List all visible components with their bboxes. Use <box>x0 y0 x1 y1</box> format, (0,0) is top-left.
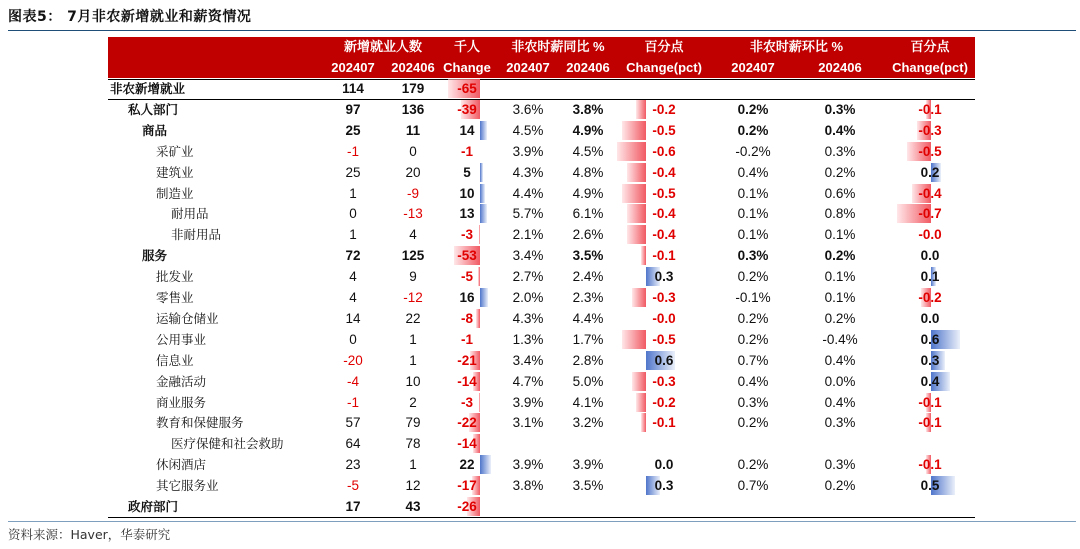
mom-202406: 0.2% <box>824 310 856 326</box>
yoy-202407: 2.7% <box>512 269 544 285</box>
emp-202406: -13 <box>403 206 423 222</box>
emp-change: -53 <box>457 248 477 264</box>
table-row <box>0 141 1080 162</box>
header-col-7: 202406 <box>818 60 862 75</box>
yoy-202406: 1.7% <box>572 331 604 347</box>
yoy-change: -0.4 <box>652 164 676 180</box>
row-label: 公用事业 <box>156 331 207 347</box>
emp-202406: 12 <box>405 478 421 494</box>
row-label: 教育和保健服务 <box>156 415 244 431</box>
yoy-202406: 4.1% <box>572 394 604 410</box>
mom-202406: 0.3% <box>824 101 856 117</box>
emp-change: -22 <box>457 415 477 431</box>
yoy-202406: 2.3% <box>572 290 604 305</box>
row-label: 其它服务业 <box>156 478 219 494</box>
yoy-202406: 2.6% <box>572 227 604 243</box>
mom-change: 0.5 <box>920 478 940 494</box>
table-row <box>0 433 1080 454</box>
mom-change: 0.2 <box>920 164 940 180</box>
emp-202407: 25 <box>345 164 361 180</box>
table-row <box>0 120 1080 141</box>
table-row <box>0 392 1080 413</box>
yoy-change: -0.5 <box>652 185 676 201</box>
mom-change: 0.4 <box>920 373 940 389</box>
mom-202407: 0.4% <box>737 373 769 389</box>
yoy-202407: 3.4% <box>512 248 544 264</box>
emp-202407: 97 <box>345 101 361 117</box>
table-row <box>0 350 1080 371</box>
yoy-202407: 3.8% <box>512 478 544 494</box>
mom-202406: 0.1% <box>824 290 856 305</box>
table-row <box>0 224 1080 245</box>
emp-202406: 10 <box>405 373 421 389</box>
mom-202407: 0.2% <box>737 457 769 473</box>
header-col-3: 202407 <box>506 60 550 75</box>
mom-202407: 0.2% <box>737 122 769 138</box>
mom-change: -0.1 <box>918 394 942 410</box>
mom-202406: 0.8% <box>824 206 856 222</box>
chart-title: 图表5： 7月非农新增就业和薪资情况 <box>8 9 252 25</box>
yoy-202407: 3.9% <box>512 394 544 410</box>
source-note: 资料来源：Haver，华泰研究 <box>8 527 171 542</box>
emp-202407: -1 <box>346 143 359 159</box>
mom-change: -0.1 <box>918 457 942 473</box>
table-row <box>0 371 1080 392</box>
yoy-change: -0.1 <box>652 415 676 431</box>
emp-202407: -4 <box>346 373 359 389</box>
mom-change: -0.0 <box>918 227 942 243</box>
mom-202407: 0.3% <box>737 394 769 410</box>
yoy-change: 0.0 <box>654 457 674 473</box>
yoy-change: -0.6 <box>652 143 676 159</box>
row-label: 金融活动 <box>156 373 207 389</box>
emp-202407: 1 <box>349 185 357 201</box>
mom-202407: 0.7% <box>737 352 769 368</box>
header-group-g_yoy: 非农时薪同比 % <box>511 39 605 54</box>
emp-202406: 22 <box>405 310 421 326</box>
mom-202407: 0.2% <box>737 269 769 285</box>
yoy-202407: 4.7% <box>512 373 544 389</box>
table-row <box>0 287 1080 308</box>
mom-202406: 0.1% <box>824 269 856 285</box>
row-label: 批发业 <box>156 269 194 285</box>
yoy-change: 0.6 <box>654 352 674 368</box>
mom-202406: -0.4% <box>822 331 858 347</box>
row-label: 服务 <box>142 248 168 264</box>
emp-202406: 1 <box>409 352 417 368</box>
header-group-g_chg1: 千人 <box>453 39 480 54</box>
yoy-202407: 4.3% <box>512 164 544 180</box>
emp-202406: 9 <box>409 269 417 285</box>
emp-change: -8 <box>460 310 473 326</box>
yoy-202407: 1.3% <box>512 331 544 347</box>
table-bottom-rule <box>108 517 975 518</box>
header-group-g_mom: 非农时薪环比 % <box>749 39 844 54</box>
emp-change: -21 <box>457 352 477 368</box>
yoy-202406: 2.8% <box>572 352 604 368</box>
mom-202407: 0.2% <box>737 310 769 326</box>
row-label: 零售业 <box>156 290 194 305</box>
mom-202406: 0.3% <box>824 415 856 431</box>
header-col-0: 202407 <box>331 60 375 75</box>
yoy-change: -0.4 <box>652 206 676 222</box>
yoy-202407: 4.3% <box>512 310 544 326</box>
yoy-change: -0.5 <box>652 122 676 138</box>
mom-change: -0.5 <box>918 143 942 159</box>
emp-change: -1 <box>460 143 473 159</box>
yoy-202406: 4.5% <box>572 143 604 159</box>
mom-change: 0.0 <box>920 248 940 264</box>
emp-202407: 64 <box>345 436 361 452</box>
yoy-202406: 4.9% <box>572 185 604 201</box>
mom-202407: 0.3% <box>737 248 769 264</box>
mom-202407: 0.1% <box>737 185 769 201</box>
row-label: 运输仓储业 <box>156 310 219 326</box>
header-col-1: 202406 <box>391 60 435 75</box>
row-label: 非农新增就业 <box>110 81 186 96</box>
emp-change: 16 <box>459 290 475 305</box>
row-label: 采矿业 <box>156 143 194 159</box>
yoy-change: -0.0 <box>652 310 676 326</box>
emp-202407: 23 <box>345 457 361 473</box>
yoy-202406: 4.8% <box>572 164 604 180</box>
emp-change: 10 <box>459 185 475 201</box>
row-label: 休闲酒店 <box>156 457 207 473</box>
emp-change: -3 <box>460 227 473 243</box>
header-col-6: 202407 <box>731 60 775 75</box>
emp-change: -3 <box>460 394 473 410</box>
emp-202406: 43 <box>405 499 421 514</box>
table-row <box>0 266 1080 287</box>
emp-202406: 20 <box>405 164 421 180</box>
mom-202407: 0.2% <box>737 331 769 347</box>
emp-change: -17 <box>457 478 477 494</box>
header-group-g_pct1: 百分点 <box>644 39 684 54</box>
mom-202406: 0.2% <box>824 478 856 494</box>
emp-202406: 4 <box>409 227 417 243</box>
yoy-change: 0.3 <box>654 269 674 285</box>
emp-202407: 1 <box>349 227 357 243</box>
mom-202407: 0.7% <box>737 478 769 494</box>
emp-change: -1 <box>460 331 473 347</box>
yoy-202407: 3.9% <box>512 143 544 159</box>
emp-202406: 125 <box>401 248 425 264</box>
yoy-202406: 4.9% <box>572 122 604 138</box>
emp-change: 13 <box>459 206 475 222</box>
mom-change: -0.1 <box>918 415 942 431</box>
yoy-202406: 3.5% <box>572 478 604 494</box>
table-row <box>0 183 1080 204</box>
header-col-4: 202406 <box>566 60 610 75</box>
mom-change: -0.4 <box>918 185 942 201</box>
emp-change: -14 <box>457 436 477 452</box>
row-label: 非耐用品 <box>171 227 222 243</box>
row-label: 耐用品 <box>171 206 209 222</box>
yoy-202407: 3.6% <box>512 101 544 117</box>
mom-202407: -0.2% <box>735 143 771 159</box>
mom-202407: 0.4% <box>737 164 769 180</box>
emp-202406: 0 <box>409 143 417 159</box>
yoy-202406: 3.5% <box>572 248 604 264</box>
mom-202406: 0.6% <box>824 185 856 201</box>
row-label: 建筑业 <box>156 164 194 180</box>
emp-change: -39 <box>457 101 477 117</box>
emp-202406: -12 <box>403 290 423 305</box>
row-label: 制造业 <box>156 185 194 201</box>
emp-202406: 79 <box>405 415 421 431</box>
emp-202407: 114 <box>342 81 364 96</box>
emp-202407: 25 <box>345 122 361 138</box>
yoy-202407: 3.9% <box>512 457 544 473</box>
mom-change: 0.6 <box>920 331 940 347</box>
emp-202407: -1 <box>346 394 359 410</box>
table-row <box>0 412 1080 433</box>
row-label: 商业服务 <box>156 394 207 410</box>
yoy-202407: 2.1% <box>512 227 544 243</box>
emp-202407: 14 <box>345 310 361 326</box>
emp-202407: 0 <box>349 331 357 347</box>
header-col-2: Change <box>443 60 491 75</box>
table-row <box>0 78 1080 99</box>
mom-202406: 0.2% <box>824 248 856 264</box>
yoy-202407: 4.5% <box>512 122 544 138</box>
mom-change: -0.3 <box>918 122 942 138</box>
header-group-g_pct2: 百分点 <box>910 39 950 54</box>
title-rule <box>8 30 1076 31</box>
mom-change: 0.3 <box>920 352 940 368</box>
header-col-5: Change(pct) <box>626 60 702 75</box>
yoy-202407: 3.1% <box>512 415 544 431</box>
yoy-change: -0.2 <box>652 101 676 117</box>
yoy-change: -0.3 <box>652 290 676 305</box>
mom-202407: 0.1% <box>737 227 769 243</box>
emp-202407: -5 <box>346 478 359 494</box>
source-rule <box>8 521 1076 522</box>
mom-change: 0.1 <box>920 269 940 285</box>
yoy-change: -0.4 <box>652 227 676 243</box>
yoy-202406: 3.9% <box>572 457 604 473</box>
table-row <box>0 454 1080 475</box>
emp-202406: 11 <box>405 122 421 138</box>
mom-202406: 0.4% <box>824 394 856 410</box>
yoy-change: -0.1 <box>652 248 676 264</box>
row-label: 商品 <box>142 122 168 138</box>
yoy-202406: 2.4% <box>572 269 604 285</box>
emp-202407: 0 <box>349 206 357 222</box>
row-label: 医疗保健和社会救助 <box>171 436 284 452</box>
mom-202406: 0.4% <box>824 352 856 368</box>
mom-202407: 0.1% <box>737 206 769 222</box>
yoy-202407: 3.4% <box>512 352 544 368</box>
yoy-change: 0.3 <box>654 478 674 494</box>
emp-202406: 179 <box>401 81 425 96</box>
table-row <box>0 496 1080 517</box>
table-row <box>0 308 1080 329</box>
emp-202406: 78 <box>405 436 421 452</box>
emp-change: -14 <box>457 373 477 389</box>
mom-change: -0.1 <box>918 101 942 117</box>
header-group-g_emp: 新增就业人数 <box>343 39 422 54</box>
emp-202406: 1 <box>409 457 417 473</box>
yoy-change: -0.3 <box>652 373 676 389</box>
table-row <box>0 99 1080 120</box>
table-row <box>0 475 1080 496</box>
emp-202406: 1 <box>409 331 417 347</box>
emp-202406: 2 <box>409 394 417 410</box>
emp-202406: 136 <box>401 101 425 117</box>
emp-202407: -20 <box>343 352 363 368</box>
yoy-change: -0.5 <box>652 331 676 347</box>
mom-202407: 0.2% <box>737 415 769 431</box>
table-row <box>0 329 1080 350</box>
mom-202406: 0.3% <box>824 143 856 159</box>
emp-change: -5 <box>460 269 473 285</box>
yoy-202406: 3.2% <box>572 415 604 431</box>
mom-202407: -0.1% <box>735 290 771 305</box>
row-label: 政府部门 <box>128 499 179 514</box>
emp-change: 22 <box>459 457 475 473</box>
mom-202406: 0.1% <box>824 227 856 243</box>
header-col-8: Change(pct) <box>892 60 968 75</box>
emp-202407: 4 <box>349 290 357 305</box>
mom-202406: 0.2% <box>824 164 856 180</box>
emp-202407: 72 <box>345 248 361 264</box>
mom-202406: 0.3% <box>824 457 856 473</box>
emp-202407: 4 <box>349 269 357 285</box>
emp-change: 5 <box>463 164 471 180</box>
yoy-202406: 5.0% <box>572 373 604 389</box>
emp-202407: 57 <box>345 415 361 431</box>
row-label: 私人部门 <box>128 101 179 117</box>
yoy-202406: 3.8% <box>572 101 604 117</box>
emp-change: 14 <box>459 122 475 138</box>
yoy-change: -0.2 <box>652 394 676 410</box>
yoy-202406: 6.1% <box>572 206 604 222</box>
yoy-202407: 4.4% <box>512 185 544 201</box>
emp-change: -26 <box>457 499 477 514</box>
mom-change: -0.2 <box>918 290 942 305</box>
mom-change: -0.7 <box>918 206 942 222</box>
row-label: 信息业 <box>156 352 194 368</box>
table-row <box>0 203 1080 224</box>
yoy-202407: 2.0% <box>512 290 544 305</box>
yoy-202407: 5.7% <box>512 206 544 222</box>
emp-202407: 17 <box>345 499 361 514</box>
mom-202407: 0.2% <box>737 101 769 117</box>
table-row <box>0 162 1080 183</box>
mom-202406: 0.0% <box>824 373 856 389</box>
mom-202406: 0.4% <box>824 122 856 138</box>
table-row <box>0 245 1080 266</box>
emp-change: -65 <box>457 81 477 96</box>
emp-202406: -9 <box>406 185 419 201</box>
yoy-202406: 4.4% <box>572 310 604 326</box>
mom-change: 0.0 <box>920 310 940 326</box>
